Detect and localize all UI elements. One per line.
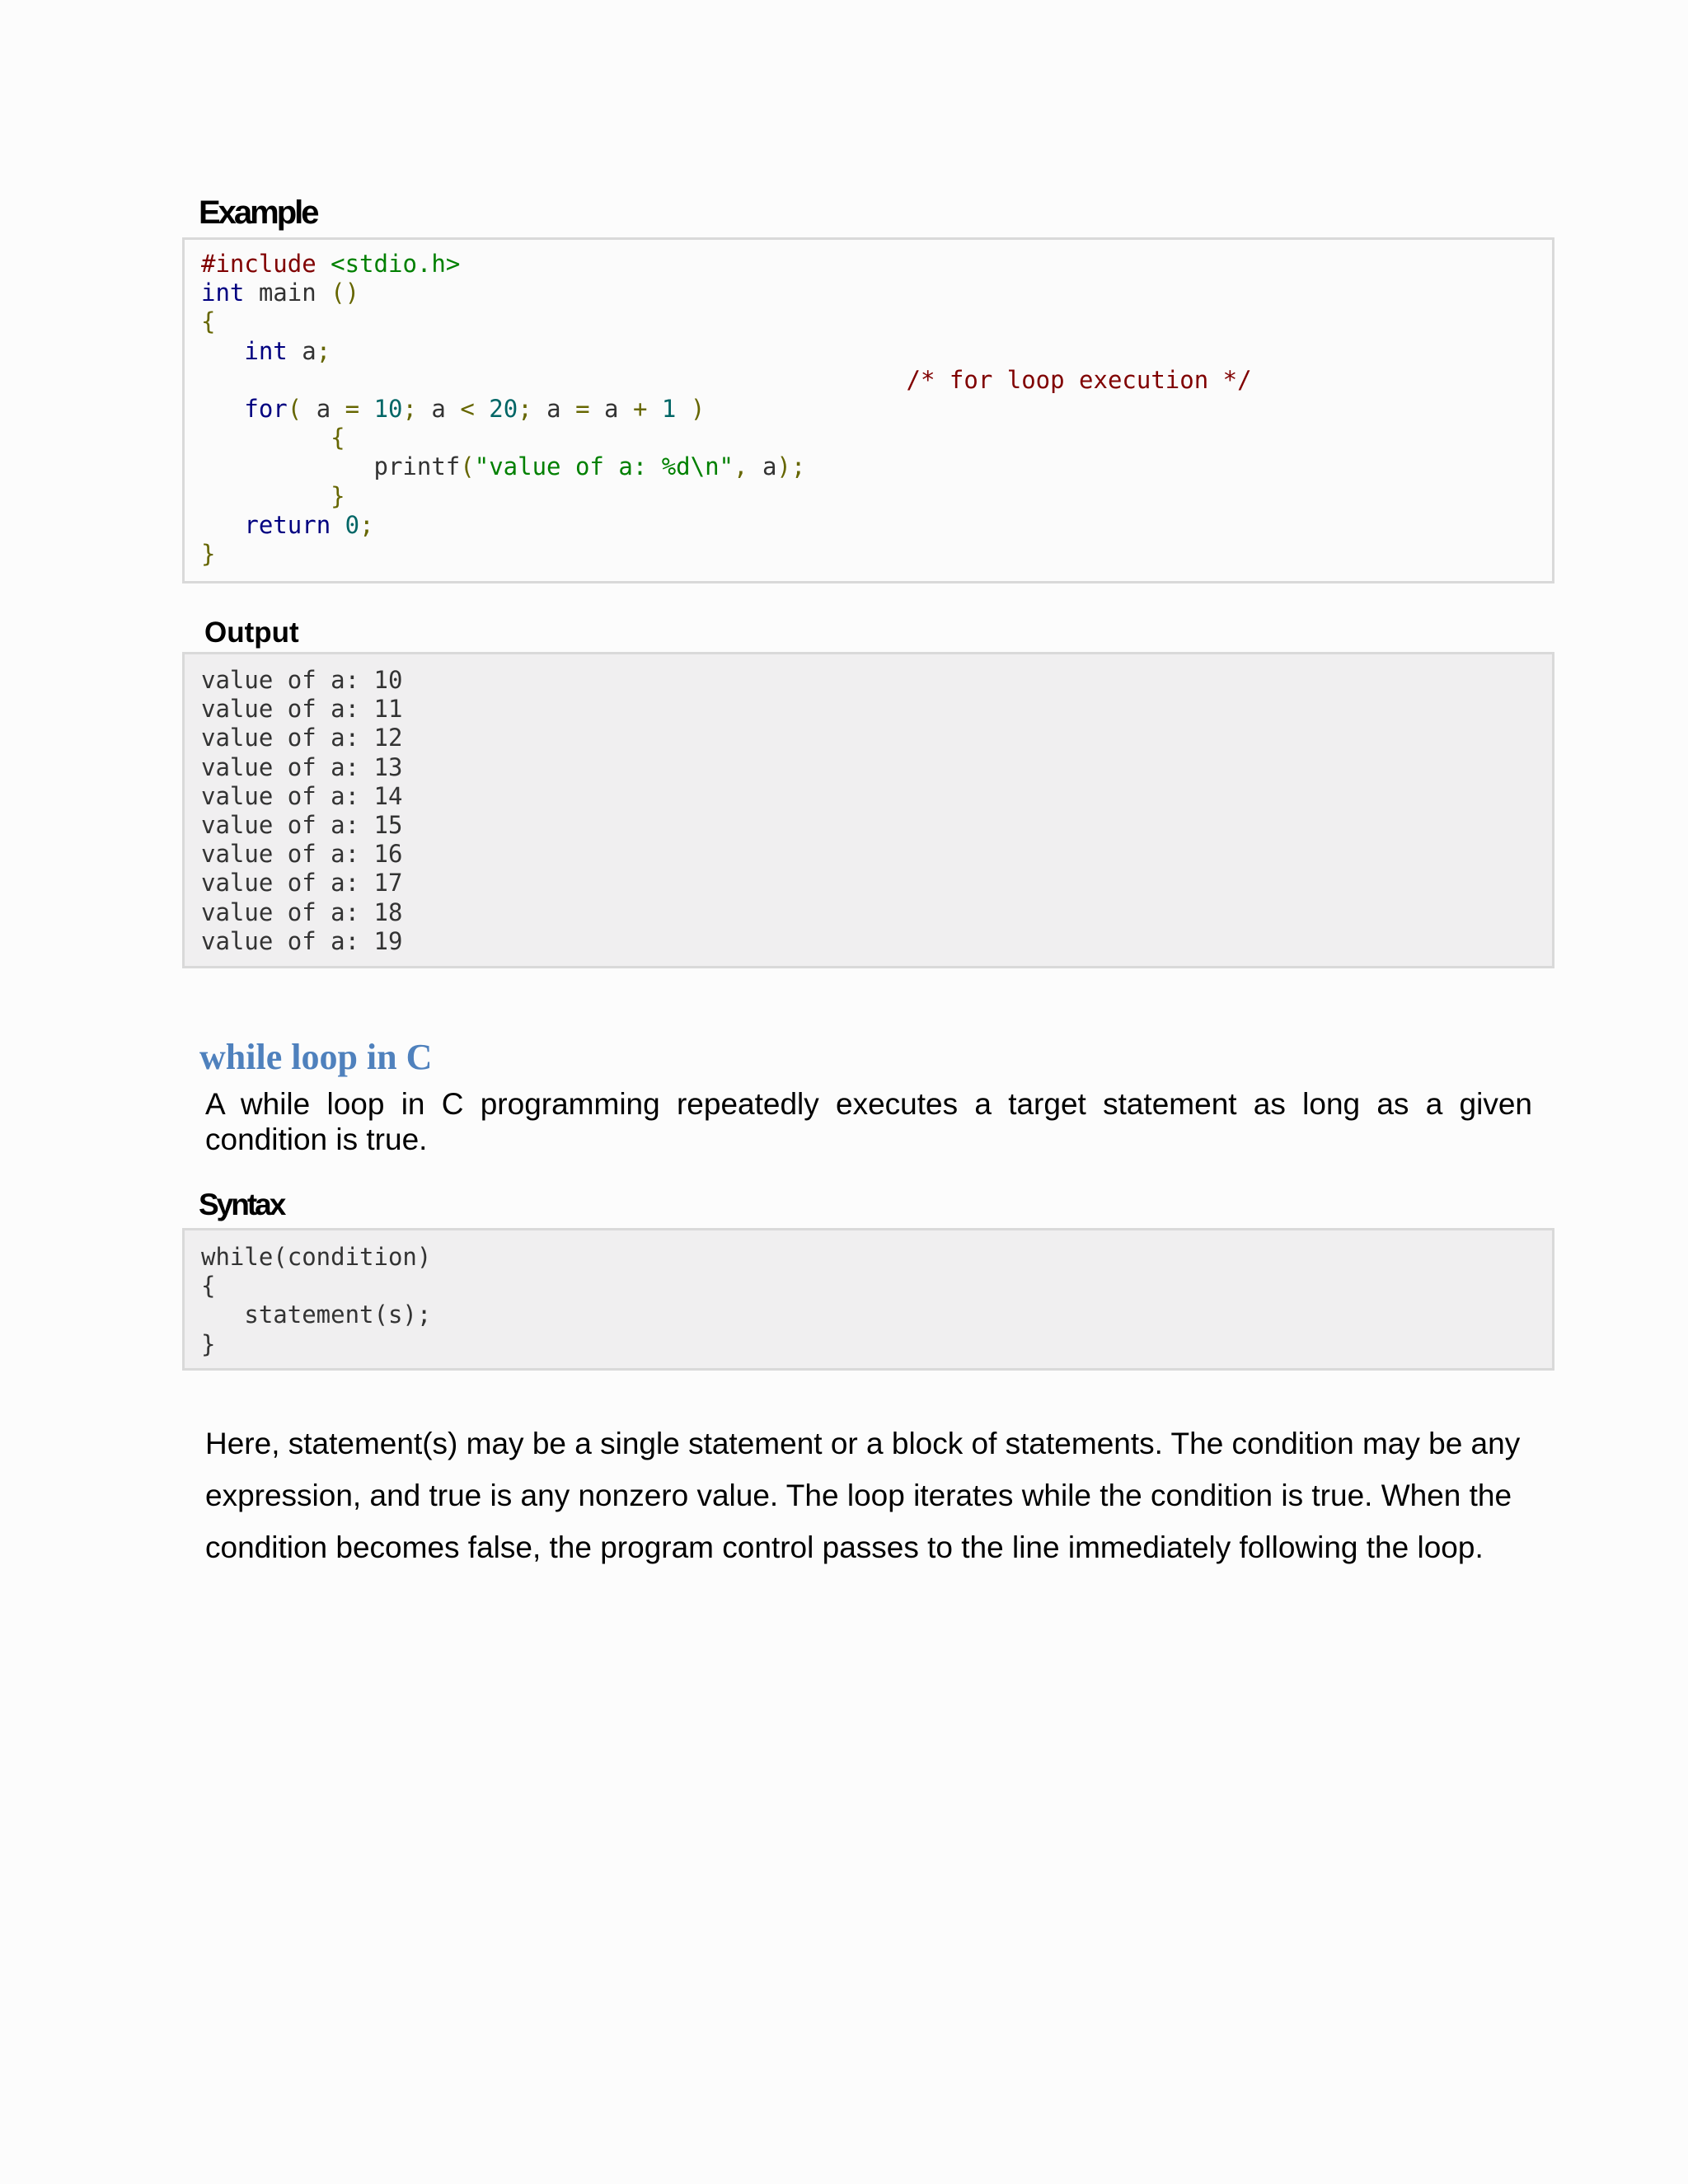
code-token: int (244, 336, 288, 365)
code-line (201, 511, 1552, 540)
code-token: ; (518, 394, 532, 423)
while-loop-intro: A while loop in C programming repeatedly executes a target statement as long as a given condition is true. (205, 1087, 1532, 1156)
output-line: value of a: 14 (201, 781, 403, 810)
code-line (201, 337, 1552, 366)
output-line: value of a: 16 (201, 840, 403, 869)
output-line: value of a: 17 (201, 869, 403, 898)
code-line (201, 452, 1552, 481)
code-token: a (532, 394, 576, 423)
code-line (201, 395, 1552, 424)
code-token (201, 424, 331, 452)
code-token: printf (201, 452, 461, 481)
code-token (201, 395, 244, 423)
output-heading: Output (204, 616, 299, 649)
code-token: a (748, 452, 777, 481)
code-line (201, 366, 1552, 395)
code-token: < (460, 394, 475, 423)
output-line: value of a: 19 (201, 926, 403, 955)
code-token: a (287, 336, 316, 365)
output-line: value of a: 12 (201, 724, 403, 752)
code-token: 20 (489, 394, 518, 423)
code-token: { (201, 307, 216, 336)
code-token: a (416, 394, 461, 423)
code-token: 10 (373, 394, 403, 423)
code-token: a (302, 394, 345, 423)
code-token: ; (316, 336, 331, 365)
code-token: ( (460, 452, 475, 481)
syntax-line: while(condition) (201, 1243, 432, 1271)
code-token: { (331, 424, 345, 452)
code-token (201, 511, 244, 539)
syntax-line: } (201, 1329, 216, 1358)
output-line: value of a: 10 (201, 666, 403, 694)
code-token: () (331, 279, 360, 307)
code-token: ; (402, 394, 417, 423)
code-token: } (331, 481, 345, 510)
code-token (647, 395, 661, 423)
syntax-code-block (182, 1228, 1554, 1371)
code-token: for (244, 394, 288, 423)
code-token (676, 395, 690, 423)
syntax-heading: Syntax (199, 1188, 284, 1221)
code-token (475, 395, 489, 423)
explanation-paragraph: Here, statement(s) may be a single statement or a block of statements. The condition may be any expression, and true is any nonzero value. The loop iterates while the condition is true. When the condition becomes false, the program control passes to the line immediately following the loop. (205, 1427, 1521, 1564)
code-token: ) (690, 394, 706, 423)
code-line (201, 424, 1552, 452)
code-token: a (589, 394, 633, 423)
syntax-line: { (201, 1272, 216, 1301)
code-token (359, 395, 373, 423)
code-token: , (734, 452, 748, 481)
while-loop-title: while loop in C (199, 1037, 433, 1077)
code-token: #include (201, 250, 331, 278)
code-token (201, 482, 331, 510)
code-token: ( (287, 394, 302, 423)
code-line (201, 279, 1552, 307)
code-token: 0 (345, 510, 360, 539)
code-token: } (201, 539, 216, 568)
code-token: = (575, 394, 590, 423)
code-token (201, 337, 244, 365)
example-code-block (182, 237, 1554, 583)
code-token: ); (776, 452, 806, 481)
code-token (331, 511, 345, 539)
output-block (182, 652, 1554, 968)
code-token (201, 366, 907, 394)
code-token: <stdio.h> (331, 250, 461, 278)
code-token: 1 (661, 394, 677, 423)
code-token: /* for loop execution */ (906, 365, 1252, 394)
code-token: + (632, 394, 648, 423)
code-token: "value of a: %d\n" (474, 452, 734, 481)
output-line: value of a: 13 (201, 752, 403, 781)
example-heading: Example (199, 194, 317, 231)
code-line (201, 307, 1552, 336)
code-token: int (201, 279, 245, 307)
code-token: ; (359, 510, 374, 539)
code-token: = (345, 394, 360, 423)
code-line (201, 482, 1552, 511)
code-line (201, 250, 1552, 279)
code-token: return (244, 510, 331, 539)
syntax-line: statement(s); (201, 1301, 432, 1329)
output-line: value of a: 11 (201, 695, 403, 724)
output-line: value of a: 15 (201, 810, 403, 839)
output-line: value of a: 18 (201, 898, 403, 926)
code-token: main (244, 279, 331, 307)
code-line (201, 540, 1552, 569)
